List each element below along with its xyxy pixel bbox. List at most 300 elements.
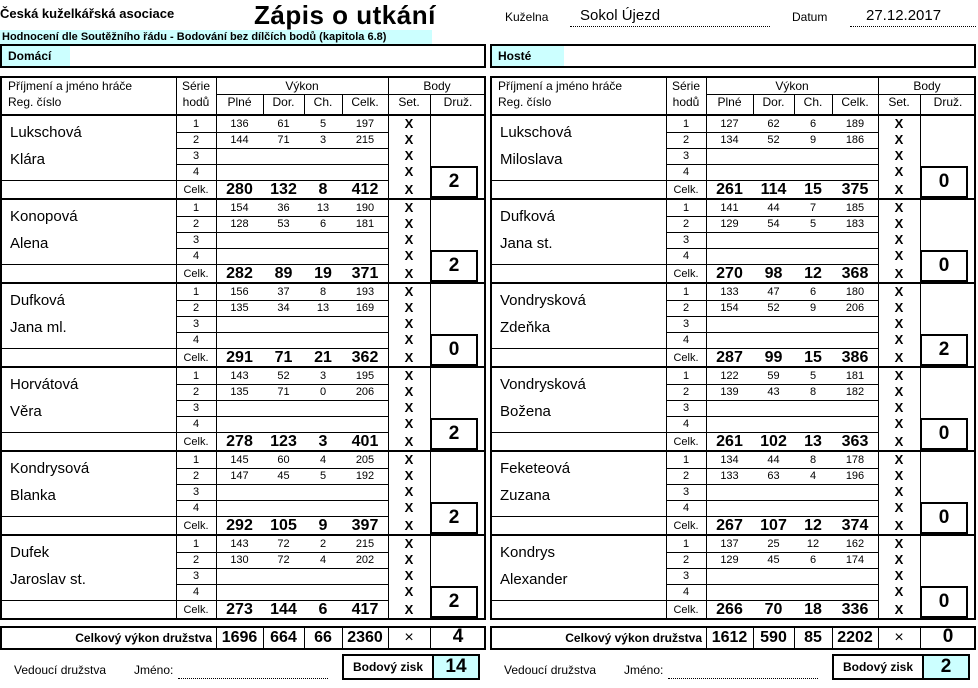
series-full: 143 (230, 370, 249, 382)
series-full: 144 (230, 134, 249, 146)
guest-col-total: Celk. (841, 95, 869, 109)
player-total-clear: 89 (274, 265, 293, 282)
date-label: Datum (792, 10, 828, 24)
player-team-points: 0 (920, 502, 968, 534)
series-number: 4 (682, 418, 690, 430)
series-miss: 4 (809, 470, 817, 482)
series-miss (304, 500, 342, 516)
total-row-label: Celk. (673, 352, 699, 364)
player-total-clear: 105 (270, 517, 297, 534)
series-total: 192 (355, 470, 375, 482)
series-clear: 62 (767, 118, 780, 130)
series-number: 4 (192, 586, 200, 598)
series-miss (794, 484, 832, 500)
total-row-label: Celk. (183, 520, 209, 532)
home-team-label: Domácí (2, 46, 70, 66)
series-clear (263, 332, 304, 348)
player-total-miss: 18 (804, 601, 822, 618)
home-col-set: Set. (398, 95, 420, 109)
player-team-points: 2 (430, 250, 478, 282)
series-full: 145 (230, 454, 249, 466)
home-score-value: 14 (434, 654, 480, 680)
series-number: 3 (682, 150, 690, 162)
guest-col-player: Příjmení a jméno hráče (498, 79, 623, 93)
set-point-mark: X (894, 232, 904, 247)
set-point-mark: X (404, 452, 414, 467)
series-number: 4 (682, 586, 690, 598)
set-point-mark: X (894, 384, 904, 399)
guest-col-clear: Dor. (762, 95, 785, 109)
series-full (706, 332, 753, 348)
home-col-team: Druž. (443, 95, 473, 109)
set-point-mark: X (894, 266, 904, 281)
player-total-miss: 12 (804, 265, 822, 282)
series-clear: 52 (277, 370, 290, 382)
series-number: 1 (192, 286, 200, 298)
series-miss: 7 (809, 202, 817, 214)
series-miss: 6 (809, 118, 817, 130)
set-point-mark: X (894, 132, 904, 147)
series-clear: 37 (277, 286, 290, 298)
series-full (706, 500, 753, 516)
series-miss: 13 (316, 202, 330, 214)
series-full (706, 232, 753, 248)
player-total-full: 273 (226, 601, 253, 618)
series-miss: 8 (809, 454, 817, 466)
series-full: 154 (230, 202, 249, 214)
set-point-mark: X (404, 300, 414, 315)
series-miss: 6 (809, 286, 817, 298)
player-total-clear: 123 (270, 433, 297, 450)
series-clear: 59 (767, 370, 780, 382)
set-point-mark: X (404, 148, 414, 163)
series-number: 2 (192, 386, 200, 398)
player-surname: Lukschová (10, 124, 82, 141)
series-number: 4 (192, 250, 200, 262)
series-miss: 5 (809, 370, 817, 382)
series-miss (794, 500, 832, 516)
series-clear: 25 (767, 538, 780, 550)
player-surname: Lukschová (500, 124, 572, 141)
series-clear (263, 484, 304, 500)
home-col-performance: Výkon (285, 79, 319, 93)
series-number: 3 (192, 486, 200, 498)
guest-team-total-mark: × (894, 629, 904, 646)
series-full (216, 568, 263, 584)
set-point-mark: X (404, 216, 414, 231)
series-number: 1 (192, 538, 200, 550)
series-number: 1 (192, 370, 200, 382)
series-number: 1 (192, 118, 200, 130)
series-total (342, 332, 388, 348)
series-total (342, 416, 388, 432)
series-clear (753, 232, 794, 248)
series-number: 3 (682, 402, 690, 414)
set-point-mark: X (894, 584, 904, 599)
guest-col-team: Druž. (933, 95, 963, 109)
series-miss: 9 (809, 302, 817, 314)
series-number: 3 (192, 318, 200, 330)
guest-score-label: Bodový zisk (832, 654, 924, 680)
set-point-mark: X (894, 434, 904, 449)
home-col-points: Body (423, 79, 451, 93)
player-total-miss: 19 (314, 265, 332, 282)
player-total-miss: 3 (318, 433, 328, 450)
player-total-sum: 336 (841, 601, 869, 618)
series-full (216, 316, 263, 332)
series-number: 2 (682, 218, 690, 230)
series-clear: 71 (277, 134, 290, 146)
series-number: 1 (682, 202, 690, 214)
series-full: 137 (720, 538, 739, 550)
total-row-label: Celk. (183, 268, 209, 280)
series-miss (304, 164, 342, 180)
series-number: 2 (192, 554, 200, 566)
series-miss (304, 584, 342, 600)
series-total (342, 484, 388, 500)
player-surname: Kondrysová (10, 460, 90, 477)
set-point-mark: X (894, 552, 904, 567)
series-number: 2 (192, 302, 200, 314)
series-miss: 6 (319, 218, 327, 230)
series-miss (304, 148, 342, 164)
player-total-miss: 12 (804, 517, 822, 534)
series-miss (794, 416, 832, 432)
series-full (216, 248, 263, 264)
series-number: 4 (192, 166, 200, 178)
series-full (216, 232, 263, 248)
series-number: 3 (682, 234, 690, 246)
home-score-label: Bodový zisk (342, 654, 434, 680)
guest-team-total-points: 0 (942, 626, 954, 647)
series-total: 206 (355, 386, 375, 398)
series-number: 1 (192, 454, 200, 466)
player-first-name: Miloslava (500, 151, 563, 168)
total-row-label: Celk. (673, 184, 699, 196)
series-clear: 34 (277, 302, 290, 314)
series-clear: 60 (277, 454, 290, 466)
series-number: 1 (682, 286, 690, 298)
player-total-full: 278 (226, 433, 253, 450)
series-miss (304, 332, 342, 348)
series-total: 206 (845, 302, 865, 314)
home-col-total: Celk. (351, 95, 379, 109)
player-total-sum: 412 (351, 181, 379, 198)
series-total (342, 584, 388, 600)
player-first-name: Věra (10, 403, 42, 420)
set-point-mark: X (404, 568, 414, 583)
series-total: 202 (355, 554, 375, 566)
series-number: 3 (192, 150, 200, 162)
total-row-label: Celk. (673, 520, 699, 532)
series-number: 4 (192, 502, 200, 514)
set-point-mark: X (404, 164, 414, 179)
set-point-mark: X (894, 116, 904, 131)
set-point-mark: X (404, 552, 414, 567)
player-surname: Konopová (10, 208, 78, 225)
set-point-mark: X (894, 468, 904, 483)
player-total-miss: 9 (318, 517, 328, 534)
series-total: 185 (845, 202, 865, 214)
series-number: 1 (192, 202, 200, 214)
set-point-mark: X (894, 200, 904, 215)
player-first-name: Alena (10, 235, 49, 252)
series-miss (794, 400, 832, 416)
guest-team-total-full: 1612 (711, 629, 748, 646)
guest-col-performance: Výkon (775, 79, 809, 93)
series-number: 2 (192, 218, 200, 230)
series-total: 189 (845, 118, 865, 130)
series-total: 193 (355, 286, 375, 298)
player-total-full: 261 (716, 433, 743, 450)
series-clear: 47 (767, 286, 780, 298)
series-total (832, 248, 878, 264)
total-row-label: Celk. (183, 352, 209, 364)
guest-name-line (668, 678, 818, 679)
player-total-full: 261 (716, 181, 743, 198)
guest-team-total-sum: 2202 (837, 629, 873, 646)
series-total (832, 568, 878, 584)
series-clear: 45 (767, 554, 780, 566)
player-total-clear: 99 (764, 349, 783, 366)
series-clear (753, 416, 794, 432)
series-full: 135 (230, 386, 249, 398)
series-total: 181 (355, 218, 375, 230)
series-full: 135 (230, 302, 249, 314)
series-miss: 6 (809, 554, 817, 566)
page-title: Zápis o utkání (254, 0, 436, 30)
venue-value: Sokol Újezd (580, 7, 661, 24)
series-clear (263, 584, 304, 600)
guest-team-total-clear: 590 (760, 629, 787, 646)
home-col-player: Příjmení a jméno hráče (8, 79, 133, 93)
home-team-total-label: Celkový výkon družstva (75, 631, 212, 645)
series-number: 3 (192, 402, 200, 414)
series-miss: 8 (319, 286, 327, 298)
series-number: 4 (682, 166, 690, 178)
home-col-clear: Dor. (272, 95, 295, 109)
series-number: 2 (192, 470, 200, 482)
series-miss (794, 148, 832, 164)
total-row-label: Celk. (673, 604, 699, 616)
series-clear (263, 232, 304, 248)
series-miss (304, 232, 342, 248)
set-point-mark: X (404, 332, 414, 347)
home-col-reg: Reg. číslo (8, 95, 62, 109)
set-point-mark: X (894, 350, 904, 365)
home-team-label-box (0, 44, 486, 68)
player-total-sum: 362 (351, 349, 379, 366)
series-number: 2 (682, 554, 690, 566)
player-first-name: Blanka (10, 487, 56, 504)
series-miss (794, 232, 832, 248)
series-full: 129 (720, 218, 739, 230)
series-miss (794, 316, 832, 332)
series-miss (304, 400, 342, 416)
set-point-mark: X (894, 284, 904, 299)
guest-col-throws: hodů (672, 95, 700, 109)
player-total-full: 267 (716, 517, 743, 534)
player-first-name: Zuzana (500, 487, 551, 504)
player-total-sum: 386 (841, 349, 869, 366)
series-miss: 4 (319, 554, 327, 566)
series-total (832, 316, 878, 332)
player-total-sum: 397 (351, 517, 379, 534)
guest-col-series: Série (671, 79, 700, 93)
home-col-full: Plné (227, 95, 252, 109)
series-clear (753, 316, 794, 332)
set-point-mark: X (404, 518, 414, 533)
set-point-mark: X (404, 182, 414, 197)
player-surname: Horvátová (10, 376, 79, 393)
guest-col-set: Set. (888, 95, 910, 109)
series-clear (263, 148, 304, 164)
guest-col-miss: Ch. (803, 95, 823, 109)
organization-name: Česká kuželkářská asociace (0, 6, 175, 21)
series-number: 2 (192, 134, 200, 146)
series-total (832, 500, 878, 516)
player-total-clear: 71 (274, 349, 293, 366)
series-total: 205 (355, 454, 375, 466)
series-number: 2 (682, 134, 690, 146)
player-total-clear: 107 (760, 517, 787, 534)
series-total (342, 164, 388, 180)
series-clear: 71 (277, 386, 290, 398)
player-total-sum: 368 (841, 265, 869, 282)
home-col-throws: hodů (182, 95, 210, 109)
series-miss: 4 (319, 454, 327, 466)
series-total: 190 (355, 202, 375, 214)
series-clear: 54 (767, 218, 780, 230)
player-total-miss: 15 (804, 349, 822, 366)
player-total-sum: 374 (841, 517, 869, 534)
series-full: 139 (720, 386, 739, 398)
series-full: 130 (230, 554, 249, 566)
series-clear (753, 484, 794, 500)
series-total: 186 (845, 134, 865, 146)
player-team-points: 0 (920, 250, 968, 282)
guest-team-total-label: Celkový výkon družstva (565, 631, 702, 645)
series-miss: 5 (319, 470, 327, 482)
home-team-total-points: 4 (452, 626, 464, 647)
series-total (832, 148, 878, 164)
series-miss (304, 484, 342, 500)
series-number: 3 (192, 234, 200, 246)
total-row-label: Celk. (183, 436, 209, 448)
series-full (216, 416, 263, 432)
series-total (832, 584, 878, 600)
series-clear (753, 164, 794, 180)
series-miss (794, 584, 832, 600)
set-point-mark: X (894, 416, 904, 431)
set-point-mark: X (894, 300, 904, 315)
set-point-mark: X (404, 468, 414, 483)
series-full (216, 148, 263, 164)
series-clear: 72 (277, 554, 290, 566)
set-point-mark: X (404, 248, 414, 263)
player-team-points: 0 (920, 418, 968, 450)
player-total-sum: 371 (351, 265, 379, 282)
series-number: 4 (192, 334, 200, 346)
series-number: 4 (682, 250, 690, 262)
series-full (706, 316, 753, 332)
series-clear (753, 584, 794, 600)
series-total (832, 400, 878, 416)
set-point-mark: X (894, 148, 904, 163)
player-team-points: 0 (920, 166, 968, 198)
series-miss: 13 (316, 302, 330, 314)
set-point-mark: X (404, 266, 414, 281)
series-total (342, 500, 388, 516)
set-point-mark: X (894, 568, 904, 583)
series-total: 195 (355, 370, 375, 382)
total-row-label: Celk. (183, 604, 209, 616)
series-number: 1 (682, 454, 690, 466)
set-point-mark: X (404, 484, 414, 499)
series-number: 2 (682, 386, 690, 398)
player-team-points: 2 (430, 502, 478, 534)
series-clear (263, 568, 304, 584)
series-full: 154 (720, 302, 739, 314)
series-full (706, 416, 753, 432)
venue-label: Kuželna (505, 10, 549, 24)
series-total (342, 248, 388, 264)
set-point-mark: X (404, 132, 414, 147)
series-miss: 5 (319, 118, 327, 130)
series-miss: 3 (319, 134, 327, 146)
home-team-total-clear: 664 (270, 629, 297, 646)
series-clear (753, 332, 794, 348)
player-total-clear: 102 (760, 433, 787, 450)
set-point-mark: X (404, 434, 414, 449)
series-number: 4 (192, 418, 200, 430)
series-total (342, 232, 388, 248)
player-team-points: 2 (430, 586, 478, 618)
set-point-mark: X (404, 584, 414, 599)
set-point-mark: X (404, 350, 414, 365)
player-first-name: Jana ml. (10, 319, 67, 336)
home-team-total-miss: 66 (314, 629, 332, 646)
series-total: 183 (845, 218, 865, 230)
home-name-line (178, 678, 328, 679)
series-number: 1 (682, 370, 690, 382)
set-point-mark: X (404, 200, 414, 215)
set-point-mark: X (894, 602, 904, 617)
series-clear: 45 (277, 470, 290, 482)
home-col-miss: Ch. (313, 95, 333, 109)
series-number: 4 (682, 334, 690, 346)
set-point-mark: X (404, 536, 414, 551)
set-point-mark: X (404, 384, 414, 399)
set-point-mark: X (404, 368, 414, 383)
total-row-label: Celk. (673, 268, 699, 280)
series-clear (753, 400, 794, 416)
series-number: 2 (682, 470, 690, 482)
player-total-sum: 417 (351, 601, 379, 618)
home-team-total-full: 1696 (221, 629, 258, 646)
series-miss (794, 332, 832, 348)
home-col-series: Série (181, 79, 210, 93)
series-total (342, 400, 388, 416)
series-miss (304, 416, 342, 432)
series-full (706, 164, 753, 180)
player-total-clear: 114 (760, 181, 787, 198)
player-surname: Dufková (10, 292, 66, 309)
player-team-points: 2 (920, 334, 968, 366)
guest-col-points: Body (913, 79, 941, 93)
guest-score-value: 2 (924, 654, 970, 680)
total-row-label: Celk. (673, 436, 699, 448)
